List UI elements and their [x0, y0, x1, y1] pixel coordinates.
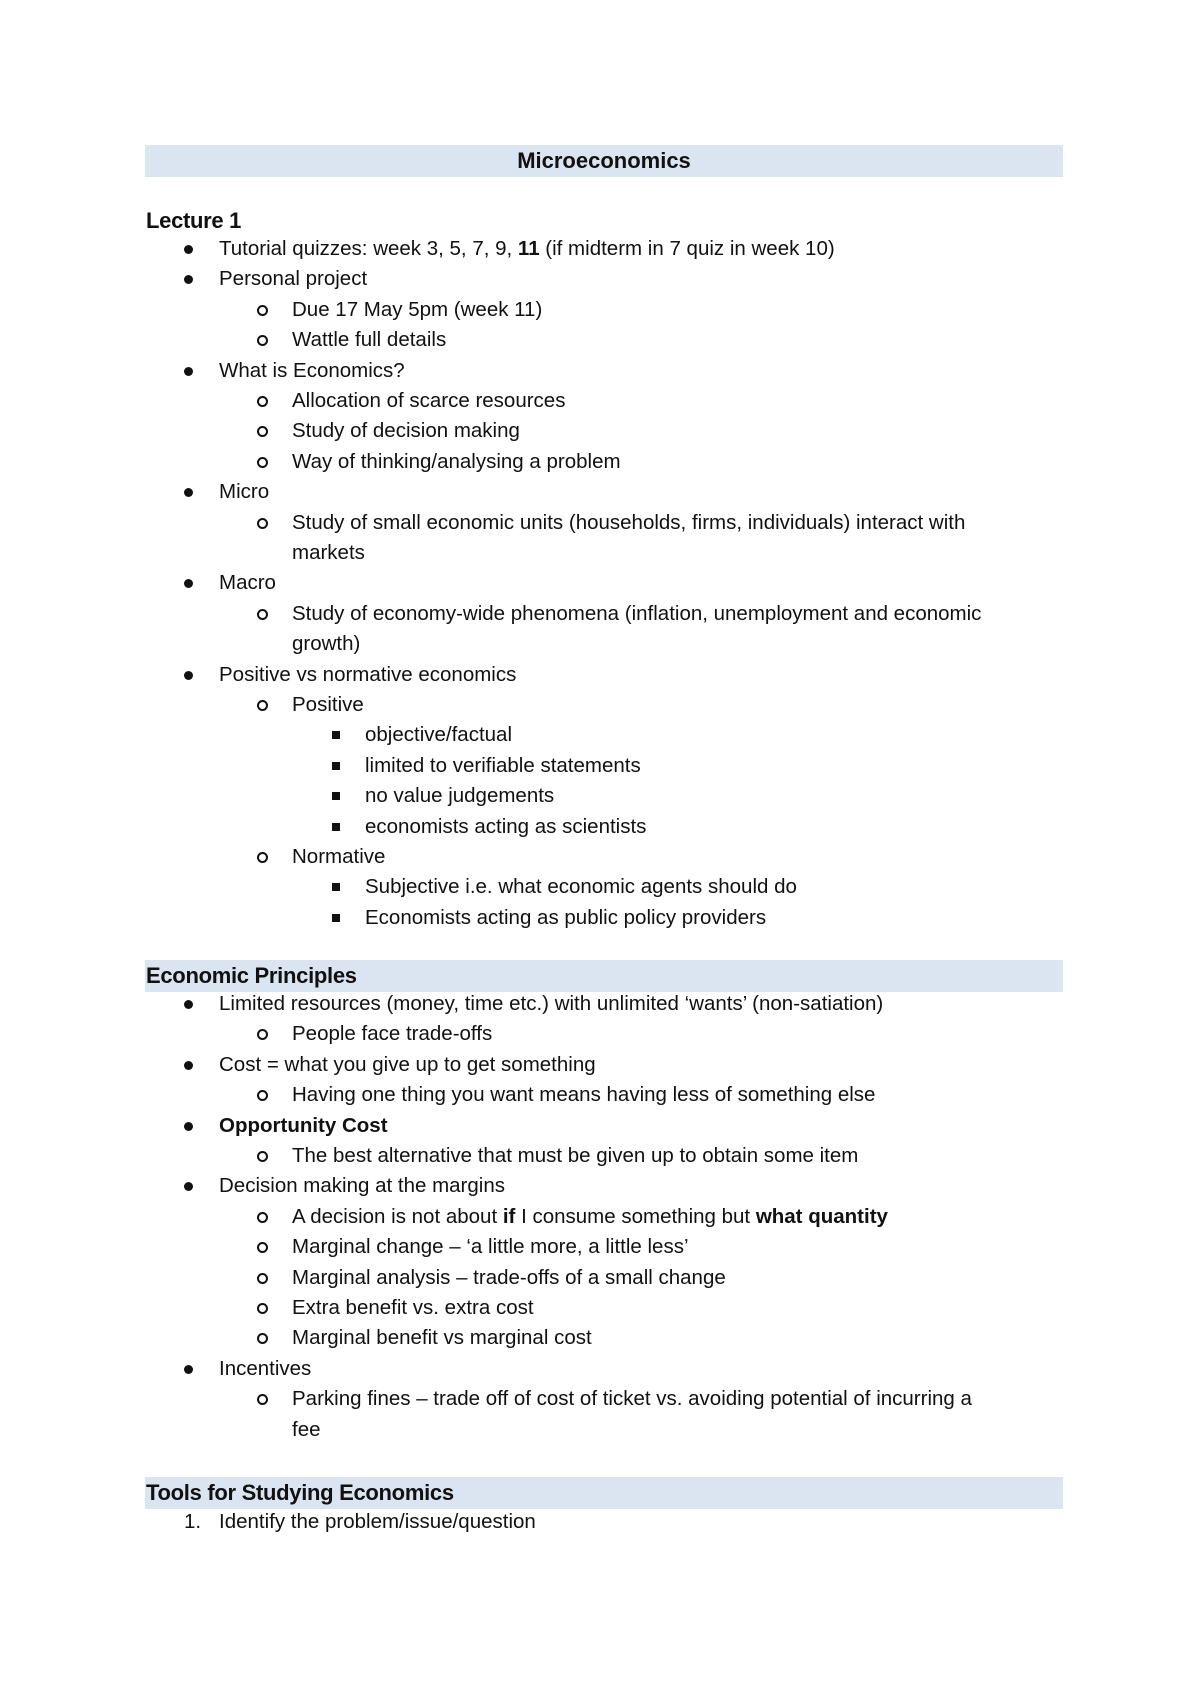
bullet-circle-icon	[257, 609, 268, 620]
list-item-text: Way of thinking/analysing a problem	[292, 449, 621, 473]
list-item-text: What is Economics?	[219, 358, 405, 382]
list-item-text: Marginal analysis – trade-offs of a small change	[292, 1265, 726, 1289]
bullet-circle-icon	[257, 1242, 268, 1253]
list-item-text: Normative	[292, 845, 386, 868]
list-item-text: Positive	[292, 693, 364, 716]
bullet-square-icon	[332, 762, 340, 770]
list-item-text	[219, 234, 835, 264]
list-item-text: Macro	[219, 571, 276, 595]
list-item-text: Due 17 May 5pm (week 11)	[292, 297, 543, 321]
list-item-text: Extra benefit vs. extra cost	[292, 1296, 534, 1319]
list-item-text: Personal project	[219, 267, 368, 291]
bullet-circle-icon	[257, 1333, 268, 1344]
list-item-text: Study of small economic units (households, firms, individuals) interact with	[292, 510, 966, 534]
list-item-text: Decision making at the margins	[219, 1174, 505, 1198]
list-item-text	[292, 1202, 888, 1232]
bullet-circle-icon	[257, 457, 268, 468]
list-item-text: growth)	[292, 632, 361, 656]
list-item-fragment: I consume something but	[515, 1204, 756, 1228]
list-item-fragment: (if midterm in 7 quiz in week 10)	[539, 237, 835, 260]
list-item-text: Economists acting as public policy providers	[365, 905, 767, 929]
document-title: Microeconomics	[517, 148, 691, 173]
bullet-circle-icon	[257, 1303, 268, 1314]
list-item-text: Wattle full details	[292, 328, 447, 352]
bullet-square-icon	[332, 792, 340, 800]
list-item-text: Positive vs normative economics	[219, 662, 517, 686]
bullet-circle-icon	[257, 700, 268, 711]
list-item-text: Marginal change – ‘a little more, a little less’	[292, 1235, 689, 1259]
bullet-dot-icon	[184, 1365, 193, 1374]
bullet-circle-icon	[257, 1394, 268, 1405]
list-item-text: Identify the problem/issue/question	[219, 1510, 536, 1533]
bullet-circle-icon	[257, 1273, 268, 1284]
list-item-text: objective/factual	[365, 723, 513, 747]
bullet-square-icon	[332, 731, 340, 739]
bullet-dot-icon	[184, 367, 193, 376]
bullet-circle-icon	[257, 518, 268, 529]
bullet-square-icon	[332, 883, 340, 891]
list-item-text: Study of decision making	[292, 419, 520, 443]
list-item-fragment: Tutorial quizzes: week 3, 5, 7, 9,	[219, 237, 518, 260]
bullet-dot-icon	[184, 1061, 193, 1070]
list-item-fragment: 11	[517, 237, 540, 260]
list-item-text: Marginal benefit vs marginal cost	[292, 1326, 592, 1350]
list-item-text: The best alternative that must be given up to obtain some item	[292, 1144, 859, 1167]
bullet-circle-icon	[257, 1212, 268, 1223]
bullet-circle-icon	[257, 1151, 268, 1162]
list-item-text: limited to verifiable statements	[365, 753, 641, 777]
list-item-text: Limited resources (money, time etc.) with unlimited ‘wants’ (non-satiation)	[219, 992, 884, 1015]
list-item-text: economists acting as scientists	[365, 814, 647, 838]
bullet-square-icon	[332, 914, 340, 922]
bullet-circle-icon	[257, 426, 268, 437]
list-item-text: Having one thing you want means having less of something else	[292, 1083, 876, 1107]
list-item-text: People face trade-offs	[292, 1022, 493, 1046]
bullet-dot-icon	[184, 1182, 193, 1191]
list-item-text: Allocation of scarce resources	[292, 389, 566, 412]
principles-heading: Economic Principles	[146, 963, 357, 988]
lecture-heading: Lecture 1	[146, 208, 242, 233]
bullet-circle-icon	[257, 305, 268, 316]
list-item-fragment: what quantity	[755, 1204, 888, 1228]
list-item-text: no value judgements	[365, 784, 555, 808]
list-item-text: markets	[292, 541, 365, 564]
list-item-text: Subjective i.e. what economic agents should do	[365, 875, 797, 899]
bullet-dot-icon	[184, 245, 193, 254]
list-item-text: Parking fines – trade off of cost of ticket vs. avoiding potential of incurring a	[292, 1387, 972, 1411]
bullet-circle-icon	[257, 335, 268, 346]
list-number: 1.	[184, 1510, 202, 1533]
bullet-dot-icon	[184, 1122, 193, 1131]
bullet-dot-icon	[184, 488, 193, 497]
bullet-circle-icon	[257, 852, 268, 863]
bullet-circle-icon	[257, 396, 268, 407]
bullet-dot-icon	[184, 275, 193, 284]
list-item-text: Cost = what you give up to get something	[219, 1052, 596, 1076]
tools-heading: Tools for Studying Economics	[146, 1480, 454, 1505]
list-item-fragment: A decision is not about	[292, 1204, 503, 1228]
bullet-dot-icon	[184, 1000, 193, 1009]
list-item-text: Study of economy-wide phenomena (inflation, unemployment and economic	[292, 601, 982, 625]
list-item-text: Incentives	[219, 1356, 312, 1380]
bullet-dot-icon	[184, 671, 193, 680]
list-item-text: Micro	[219, 480, 270, 504]
list-item-text: Opportunity Cost	[219, 1113, 388, 1137]
bullet-dot-icon	[184, 579, 193, 588]
bullet-circle-icon	[257, 1090, 268, 1101]
list-item-text: fee	[292, 1417, 321, 1441]
bullet-circle-icon	[257, 1029, 268, 1040]
bullet-square-icon	[332, 823, 340, 831]
list-item-fragment: if	[502, 1204, 516, 1228]
